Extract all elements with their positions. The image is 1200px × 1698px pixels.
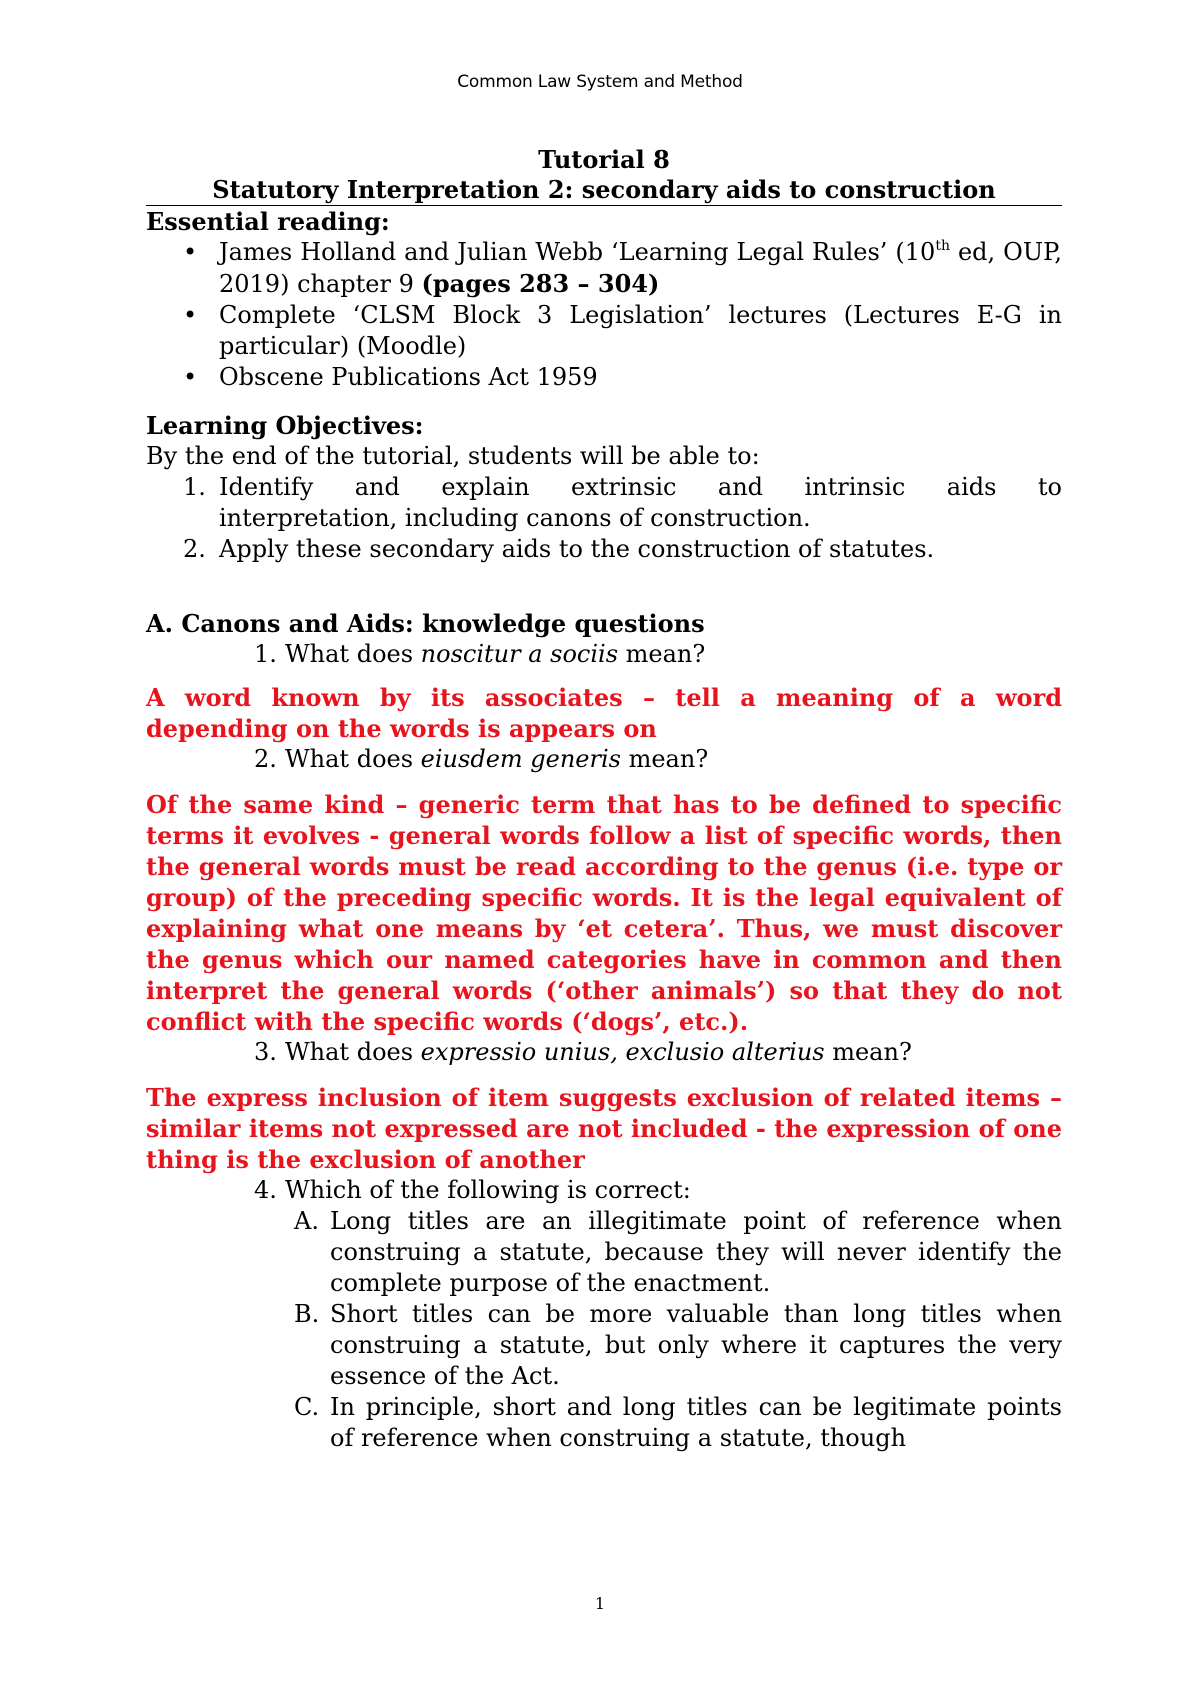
reading-item: • Obscene Publications Act 1959 [146,362,1062,393]
answer-1: A word known by its associates – tell a meaning of a word depending on the words is appears on [146,683,1062,743]
question-4: 4. Which of the following is correct: [254,1176,691,1204]
learning-objectives-heading: Learning Objectives: [146,411,424,440]
objective-item: 1. Identify and explain extrinsic and intrinsic aids to interpretation, including canons of construction. [183,473,1062,532]
question-3: 3. What does expressio unius, exclusio alterius mean? [254,1038,912,1066]
answer-2: Of the same kind – generic term that has to be defined to specific terms it evolves - general words follow a list of specific words, then the general words must be read according to the genus (i.e. type or group) of the preceding specific words. It is the legal equivalent of explaining what one means by ‘et cetera’. Thus, we must discover the genus which our named categories have in common and then interpret the general words (‘other animals’) so that they do not conflict with the specific words (‘dogs’, etc.). [146,790,1062,1036]
essential-reading-list [146,237,1062,393]
essential-reading-heading: Essential reading: [146,207,390,236]
page-number: 1 [594,1594,606,1613]
learning-objectives-intro: By the end of the tutorial, students will be able to: [146,442,760,470]
answer-3: The express inclusion of item suggests exclusion of related items – similar items not expressed are not included - the expression of one thing is the exclusion of another [146,1083,1062,1174]
question-4-options [146,1206,1062,1454]
document-subtitle: Statutory Interpretation 2: secondary aids to construction [146,175,1062,206]
document-title: Tutorial 8 [538,145,670,174]
question-1: 1. What does noscitur a sociis mean? [254,640,706,668]
reading-item: • Complete ‘CLSM Block 3 Legislation’ lectures (Lectures E-G in particular) (Moodle) [146,300,1062,362]
question-2: 2. What does eiusdem generis mean? [254,745,709,773]
option-item: C. In principle, short and long titles can be legitimate points of reference when construing a statute, though [294,1393,1062,1452]
document-body [146,144,1062,1454]
reading-item: • James Holland and Julian Webb ‘Learning Legal Rules’ (10th ed, OUP, 2019) chapter 9 (pages 283 – 304) [146,237,1062,300]
objective-item: 2. Apply these secondary aids to the construction of statutes. [183,535,935,563]
section-a-heading: A. Canons and Aids: knowledge questions [146,609,705,638]
running-header: Common Law System and Method [457,72,743,92]
option-item: A. Long titles are an illegitimate point of reference when construing a statute, because they will never identify the complete purpose of the enactment. [294,1207,1062,1297]
option-item: B. Short titles can be more valuable than long titles when construing a statute, but only where it captures the very essence of the Act. [294,1300,1062,1390]
learning-objectives-list [146,472,1062,565]
